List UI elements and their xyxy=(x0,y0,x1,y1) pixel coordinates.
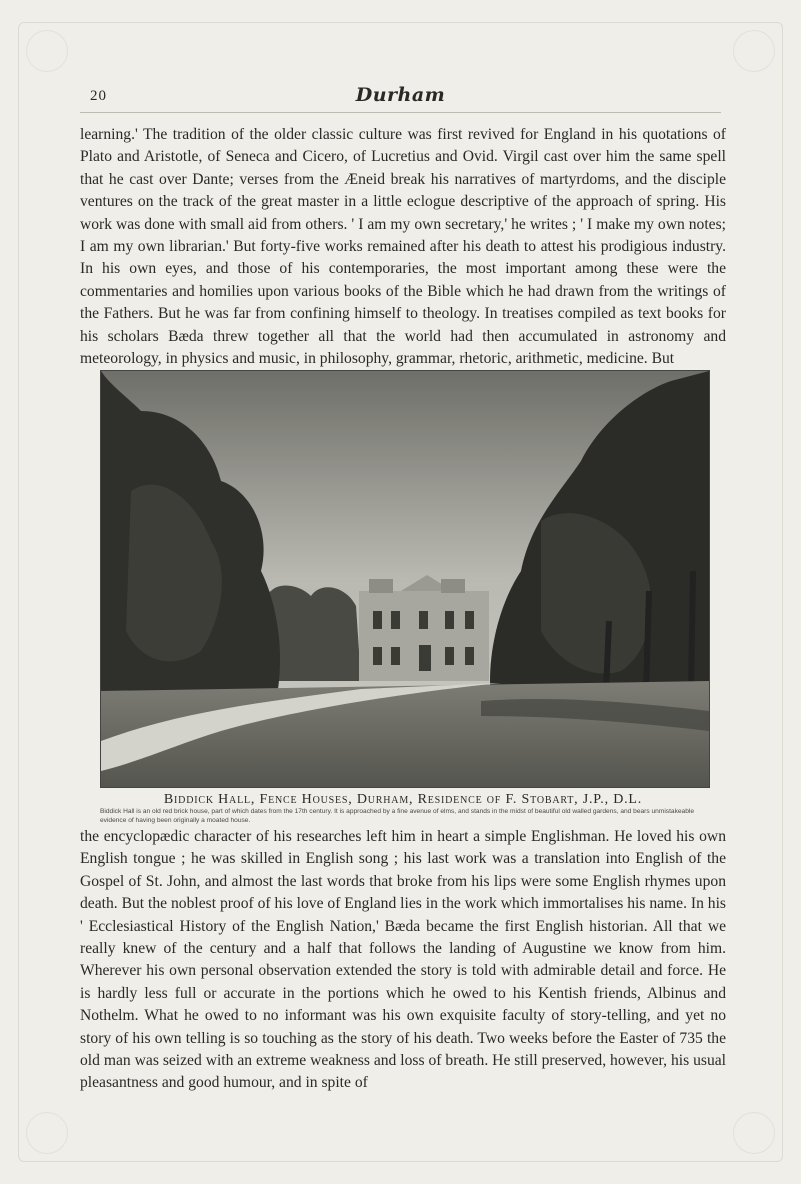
page-number: 20 xyxy=(90,88,107,104)
body-paragraph-2: the encyclopædic character of his researches left him in heart a simple Englishman. He loved his own English tongue ; he was skilled in English song ; his last work was a translation into English of the Gospel of St. John, and almost the last words that broke from his lips were some English rhymes upon death. But the noblest proof of his love of England lies in the work which immortalises his name. In his ' Ecclesiastical History of the English Nation,' Bæda became the first English historian. All that we really knew of the century and a half that follows the landing of Augustine we know from him. Wherever his own personal observation extended the story is told with admirable detail and force. He is hardly less full or accurate in the portions which he owed to his Kentish friends, Albinus and Nothelm. What he owed to no informant was his own exquisite faculty of story-telling, and yet no story of his own telling is so touching as the story of his death. Two weeks before the Easter of 735 the old man was seized with an extreme weakness and loss of breath. He still preserved, however, his usual pleasantness and good humour, and in spite of xyxy=(80,828,726,1092)
photograph-plate xyxy=(100,370,710,788)
corner-ornament-top-right xyxy=(733,30,775,72)
biddick-hall-photograph xyxy=(101,371,709,787)
plate-caption-text: Biddick Hall is an old red brick house, part of which dates from the 17th century. It is approached by a fine avenue of elms, and stands in the midst of beautiful old walled gardens, and bears unmistakeable evidence of having been originally a moated house. xyxy=(100,808,695,824)
corner-ornament-bottom-right xyxy=(733,1112,775,1154)
header-rule xyxy=(80,112,721,113)
running-head: Durham xyxy=(355,84,446,106)
body-paragraph-1: learning.' The tradition of the older classic culture was first revived for England in his quotations of Plato and Aristotle, of Seneca and Cicero, of Lucretius and Ovid. Virgil cast over him the same spell that he cast over Dante; verses from the Æneid break his narratives of martyrdoms, and the disciple ventures on the track of the great master in a little eclogue descriptive of the approach of spring. His work was done with small aid from others. ' I am my own secretary,' he writes ; ' I make my own notes; I am my own librarian.' But forty-five works remained after his death to attest his prodigious industry. In his own eyes, and those of his contemporaries, the most important among these were the commentaries and homilies upon various books of the Bible which he had drawn from the writings of the Fathers. But he was far from confining himself to theology. In treatises compiled as text books for his scholars Bæda threw together all that the world had then accumulated in astronomy and meteorology, in physics and music, in philosophy, grammar, rhetoric, arithmetic, medicine. But xyxy=(80,126,726,368)
plate-caption-title: Biddick Hall, Fence Houses, Durham, Residence of F. Stobart, J.P., D.L. xyxy=(163,792,643,807)
corner-ornament-bottom-left xyxy=(26,1112,68,1154)
page-header xyxy=(80,84,721,114)
corner-ornament-top-left xyxy=(26,30,68,72)
